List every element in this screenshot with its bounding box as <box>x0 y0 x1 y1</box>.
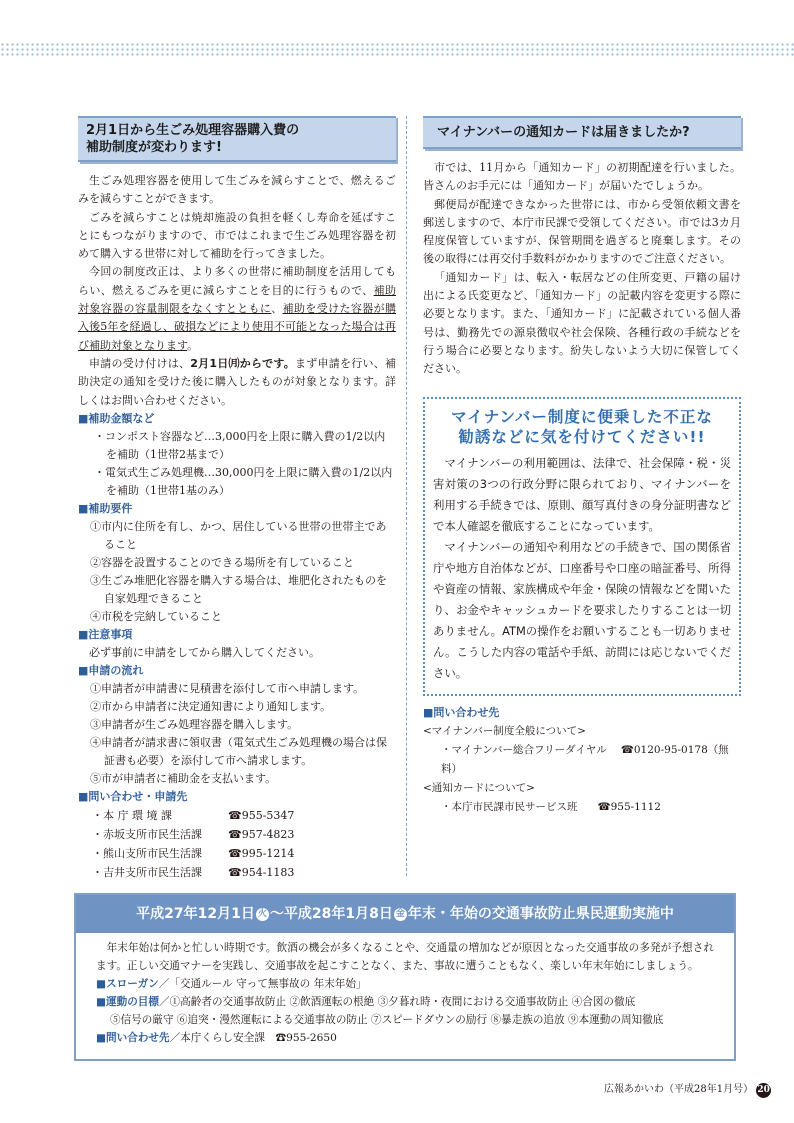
paragraph-intro: 生ごみ処理容器を使用して生ごみを減らすことで、燃えるごみを減らすことができます。 <box>78 174 396 206</box>
section-heading-amount: ■補助金額など <box>78 411 155 425</box>
slogan-text: ／「交通ルール 守って無事故の 年末年始」 <box>158 978 367 990</box>
flow-step: ②市から申請者に決定通知書により通知します。 <box>90 700 332 714</box>
contact-name: ・本庁市民課市民サービス班 <box>441 800 578 813</box>
garbage-subsidy-heading <box>78 116 396 162</box>
flow-step: ③申請者が生ごみ処理容器を購入します。 <box>90 718 299 732</box>
traffic-safety-campaign-box <box>74 893 736 1061</box>
fraud-warning-title-1: マイナンバー制度に便乗した不正な <box>451 407 713 426</box>
paragraph-undelivered: 郵便局が配達できなかった世帯には、市から受領依頼文書を郵送しますので、本庁市民課で受領してください。市では3カ月程度保管していますが、保管期間を過ぎると廃棄します。その後の取得には再交付手数料がかかりますのでご注意ください。 <box>423 197 741 266</box>
revision-text-b: 、 <box>271 302 283 316</box>
application-text-a: 申請の受け付けは、 <box>89 356 191 370</box>
fraud-warning-box <box>423 397 741 696</box>
section-heading-contact: ■問い合わせ・申請先 <box>78 790 188 804</box>
contact-phone: ☎957-4823 <box>228 828 295 842</box>
section-heading-flow: ■申請の流れ <box>78 664 144 678</box>
contact-row <box>78 806 396 825</box>
contact-name: ・本 庁 環 境 課 <box>92 809 172 823</box>
revision-underline-2: 補助を受けた容器が購入後5年を経過し、破損などにより使用不可能となった場合は再び補助対象となります <box>78 302 397 352</box>
section-heading-notes: ■注意事項 <box>78 627 133 641</box>
my-number-heading: マイナンバーの通知カードは届きましたか? <box>423 116 741 149</box>
contact-row <box>78 863 396 882</box>
contact-row <box>423 798 741 817</box>
decorative-dot-band <box>0 42 794 58</box>
contact-phone: ☎0120-95-0178（無料） <box>441 743 729 775</box>
note-text: 必ず事前に申請をしてから購入してください。 <box>89 645 320 659</box>
application-start-date: 2月1日㈪からです。 <box>190 356 296 370</box>
contact-row <box>78 825 396 844</box>
paragraph-card-usage: 「通知カード」は、転入・転居などの住所変更、戸籍の届け出による氏変更など、「通知カード」の記載内容を変更する際に必要となります。また、「通知カード」に記載されている個人番号は、勤務先での源泉徴収や社会保険、各種行政の手続などを行う場合に必要となります。紛失しないよう大切に保管してください。 <box>423 270 741 376</box>
requirement-item: ②容器を設置することのできる場所を有していること <box>90 555 354 569</box>
contact-row <box>78 844 396 863</box>
flow-step: ④申請者が請求書に領収書（電気式生ごみ処理機の場合は保証書も必要）を添付して市へ請求します。 <box>90 736 387 768</box>
contact-phone: ☎955-5347 <box>228 809 295 823</box>
revision-underline-1: 補助対象容器の容量制限をなくすとともに <box>78 283 397 316</box>
amount-item: ・コンポスト容器など…3,000円を上限に購入費の1/2以内を補助（1世帯2基まで） <box>94 429 386 461</box>
paragraph-background: ごみを減らすことは焼却施設の負担を軽くし寿命を延ばすことにもつながりますので、市ではこれまで生ごみ処理容器を初めて購入する世帯に対して補助を行ってきました。 <box>78 210 396 261</box>
application-text-c: まず申請を行い、補助決定の通知を受けた後に購入したものが対象となります。詳しくはお問い合わせください。 <box>78 356 397 407</box>
contact-phone: ☎995-1214 <box>228 847 295 861</box>
heading-line-1: 2月1日から生ごみ処理容器購入費の <box>86 123 300 138</box>
weekday-badge-fri: 金 <box>395 908 405 919</box>
contact-name: ・吉井支所市民生活課 <box>92 866 202 880</box>
left-column-garbage-subsidy <box>78 116 396 882</box>
amount-item: ・電気式生ごみ処理機…30,000円を上限に購入費の1/2以内を補助（1世帯1基のみ） <box>94 465 393 497</box>
contact-label: ■問い合わせ先 <box>96 1032 170 1044</box>
requirement-item: ③生ごみ堆肥化容器を購入する場合は、堆肥化されたものを自家処理できること <box>90 573 387 605</box>
contact-name: ・熊山支所市民生活課 <box>92 847 202 861</box>
goals-text-1: ／①高齢者の交通事故防止 ②飲酒運転の根絶 ③夕暮れ時・夜間における交通事故防止 ④合図の徹底 <box>158 996 636 1008</box>
fraud-warning-title-2: 勧誘などに気を付けてください!! <box>458 427 706 446</box>
contact-group-heading: <通知カードについて> <box>423 781 535 794</box>
requirement-item: ①市内に住所を有し、かつ、居住している世帯の世帯主であること <box>90 519 387 551</box>
column-divider <box>406 116 407 876</box>
publication-name: 広報あかいわ（平成28年1月号） <box>604 1084 754 1095</box>
paragraph-revision <box>78 263 396 354</box>
revision-text-c: 。 <box>187 338 199 352</box>
campaign-goals-continued: ⑤信号の厳守 ⑥追突・漫然運転による交通事故の防止 ⑦スピードダウンの励行 ⑧暴走族の追放 ⑨本運動の周知徹底 <box>110 1014 664 1026</box>
goals-label: ■運動の目標 <box>96 996 159 1008</box>
heading-line-2: 補助制度が変わります! <box>86 140 222 155</box>
page-footer <box>604 1083 771 1098</box>
right-column-my-number <box>423 116 741 817</box>
campaign-heading <box>76 895 734 933</box>
requirement-item: ④市税を完納していること <box>90 609 222 623</box>
campaign-end-date: ～平成28年1月8日 <box>269 906 393 922</box>
contact-phone: ☎954-1183 <box>228 866 295 880</box>
contact-name: ・マイナンバー総合フリーダイヤル <box>441 743 607 756</box>
contact-phone: ☎955-1112 <box>597 800 661 813</box>
campaign-title: 年末・年始の交通事故防止県民運動実施中 <box>407 906 674 922</box>
section-heading-requirements: ■補助要件 <box>78 501 133 515</box>
contact-group-heading: <マイナンバー制度全般について> <box>423 724 586 737</box>
section-heading-contact: ■問い合わせ先 <box>423 705 500 719</box>
page-number: 20 <box>756 1083 771 1098</box>
slogan-label: ■スローガン <box>96 978 159 990</box>
flow-step: ①申請者が申請書に見積書を添付して市へ申請します。 <box>90 682 365 696</box>
flow-step: ⑤市が申請者に補助金を支払います。 <box>90 772 277 786</box>
contact-text: ／本庁くらし安全課 ☎955-2650 <box>169 1032 337 1044</box>
fraud-warning-paragraph-2: マイナンバーの通知や利用などの手続きで、国の関係省庁や地方自治体などが、口座番号や口座の暗証番号、所得や資産の情報、家族構成や年金・保険の情報などを聞いたり、お金やキャッシュカードを要求したりすることは一切ありません。ATMの操作をお願いすることも一切ありません。こうした内容の電話や手紙、訪問には応じないでください。 <box>433 539 731 680</box>
campaign-goals <box>96 993 714 1011</box>
campaign-body <box>76 933 734 1053</box>
revision-text-a: 今回の制度改正は、より多くの世帯に補助制度を活用してもらい、燃えるごみを更に減らすことを目的に行うもので、 <box>78 265 396 297</box>
campaign-start-date: 平成27年12月1日 <box>136 906 255 922</box>
campaign-slogan <box>96 975 714 993</box>
campaign-contact <box>96 1029 714 1047</box>
paragraph-delivery: 市では、11月から「通知カード」の初期配達を行いました。皆さんのお手元には「通知カード」が届いたでしょうか。 <box>423 161 741 193</box>
fraud-warning-paragraph-1: マイナンバーの利用範囲は、法律で、社会保障・税・災害対策の3つの行政分野に限られており、マイナンバーを利用する手続きでは、原則、顔写真付きの身分証明書などで本人確認を徹底することになっています。 <box>433 455 731 533</box>
weekday-badge-tue: 火 <box>257 908 267 919</box>
campaign-intro: 年末年始は何かと忙しい時期です。飲酒の機会が多くなることや、交通量の増加などが原因となった交通事故の多発が予想されます。正しい交通マナーを実践し、交通事故を起こすことなく、また、事故に遭うこともなく、楽しい年末年始にしましょう。 <box>96 942 714 972</box>
paragraph-application <box>78 355 396 410</box>
contact-row <box>423 741 741 779</box>
contact-name: ・赤坂支所市民生活課 <box>92 828 202 842</box>
